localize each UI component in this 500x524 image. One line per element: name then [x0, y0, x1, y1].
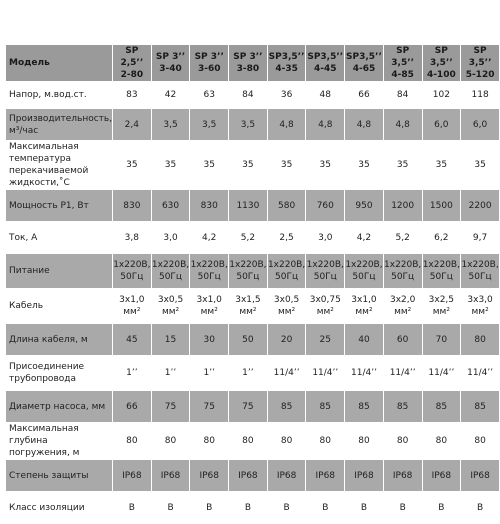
- spec-value: 25: [306, 324, 344, 355]
- spec-value: 35: [461, 141, 499, 189]
- pump-spec-table: [5, 44, 500, 524]
- spec-value: 1’’: [113, 356, 151, 390]
- spec-value: 48: [306, 82, 344, 108]
- spec-value: 2,5: [268, 222, 306, 253]
- spec-value: IP68: [268, 460, 306, 491]
- spec-value: 4,2: [190, 222, 228, 253]
- spec-label: Присоединение трубопровода: [6, 356, 112, 390]
- model-header: SP 3’’ 3-80: [229, 45, 267, 81]
- spec-value: B: [152, 492, 190, 523]
- spec-value: 118: [461, 82, 499, 108]
- spec-value: 3x1,5 мм²: [229, 289, 267, 323]
- spec-value: 1’’: [190, 356, 228, 390]
- spec-value: 1’’: [229, 356, 267, 390]
- spec-label: Кабель: [6, 289, 112, 323]
- spec-value: IP68: [423, 460, 461, 491]
- spec-value: 1130: [229, 190, 267, 221]
- spec-value: 85: [306, 391, 344, 422]
- spec-value: 3x0,5 мм²: [152, 289, 190, 323]
- spec-value: 830: [113, 190, 151, 221]
- spec-value: 75: [152, 391, 190, 422]
- spec-value: 20: [268, 324, 306, 355]
- spec-value: 42: [152, 82, 190, 108]
- spec-value: 950: [345, 190, 383, 221]
- spec-value: 80: [384, 423, 422, 459]
- spec-value: 84: [229, 82, 267, 108]
- spec-value: 35: [113, 141, 151, 189]
- spec-value: 1x220В, 50Гц: [423, 254, 461, 288]
- spec-value: B: [268, 492, 306, 523]
- spec-row: [6, 141, 499, 189]
- spec-value: 35: [384, 141, 422, 189]
- spec-value: 3x1,0 мм²: [345, 289, 383, 323]
- spec-value: 3x2,5 мм²: [423, 289, 461, 323]
- spec-value: 80: [461, 324, 499, 355]
- spec-value: 9,7: [461, 222, 499, 253]
- spec-value: 2200: [461, 190, 499, 221]
- spec-value: IP68: [113, 460, 151, 491]
- spec-value: 6,0: [461, 109, 499, 140]
- spec-value: 15: [152, 324, 190, 355]
- spec-value: 35: [229, 141, 267, 189]
- spec-value: 3x1,0 мм²: [190, 289, 228, 323]
- header-row: [6, 45, 499, 81]
- spec-row: [6, 391, 499, 422]
- spec-label: Длина кабеля, м: [6, 324, 112, 355]
- model-header: SP3,5’’ 4-35: [268, 45, 306, 81]
- spec-value: 84: [384, 82, 422, 108]
- spec-value: 6,2: [423, 222, 461, 253]
- spec-row: [6, 254, 499, 288]
- spec-value: B: [461, 492, 499, 523]
- model-header: SP 3,5’’ 5-120: [461, 45, 499, 81]
- spec-value: 4,8: [306, 109, 344, 140]
- spec-value: B: [190, 492, 228, 523]
- spec-value: IP68: [461, 460, 499, 491]
- spec-value: 1200: [384, 190, 422, 221]
- spec-value: IP68: [384, 460, 422, 491]
- spec-value: 5,2: [384, 222, 422, 253]
- spec-value: 102: [423, 82, 461, 108]
- spec-value: B: [345, 492, 383, 523]
- spec-value: 6,0: [423, 109, 461, 140]
- spec-value: IP68: [306, 460, 344, 491]
- spec-value: 1x220В, 50Гц: [152, 254, 190, 288]
- spec-value: B: [113, 492, 151, 523]
- spec-value: 80: [345, 423, 383, 459]
- spec-value: 3,5: [190, 109, 228, 140]
- spec-label: Максимальная температура перекачиваемой жидкости,˚С: [6, 141, 112, 189]
- spec-value: 5,2: [229, 222, 267, 253]
- spec-value: 3,5: [229, 109, 267, 140]
- spec-value: 80: [423, 423, 461, 459]
- spec-value: 1x220В, 50Гц: [461, 254, 499, 288]
- spec-value: 1x220В, 50Гц: [268, 254, 306, 288]
- spec-label: Ток, А: [6, 222, 112, 253]
- spec-label: Производительность, м³/час: [6, 109, 112, 140]
- spec-value: 4,8: [384, 109, 422, 140]
- spec-value: 70: [423, 324, 461, 355]
- spec-value: IP68: [152, 460, 190, 491]
- model-header: SP3,5’’ 4-45: [306, 45, 344, 81]
- spec-value: 4,8: [345, 109, 383, 140]
- spec-row: [6, 460, 499, 491]
- spec-value: 75: [229, 391, 267, 422]
- spec-label: Максимальная глубина погружения, м: [6, 423, 112, 459]
- spec-value: 80: [461, 423, 499, 459]
- spec-value: 1x220В, 50Гц: [113, 254, 151, 288]
- spec-value: 35: [306, 141, 344, 189]
- spec-value: 66: [113, 391, 151, 422]
- spec-value: 11/4’’: [423, 356, 461, 390]
- spec-value: IP68: [229, 460, 267, 491]
- spec-value: 63: [190, 82, 228, 108]
- spec-value: 83: [113, 82, 151, 108]
- spec-value: 60: [384, 324, 422, 355]
- spec-value: 85: [268, 391, 306, 422]
- spec-value: 1x220В, 50Гц: [345, 254, 383, 288]
- spec-value: B: [229, 492, 267, 523]
- spec-value: 35: [190, 141, 228, 189]
- spec-value: 830: [190, 190, 228, 221]
- spec-label: Класс изоляции: [6, 492, 112, 523]
- spec-label: Питание: [6, 254, 112, 288]
- spec-row: [6, 423, 499, 459]
- spec-body: [6, 82, 499, 523]
- spec-row: [6, 324, 499, 355]
- spec-value: 1x220В, 50Гц: [190, 254, 228, 288]
- spec-value: 11/4’’: [345, 356, 383, 390]
- spec-value: 36: [268, 82, 306, 108]
- spec-value: 3,8: [113, 222, 151, 253]
- spec-value: 4,8: [268, 109, 306, 140]
- spec-value: 3,0: [152, 222, 190, 253]
- header-label: Модель: [6, 45, 112, 81]
- spec-value: 1x220В, 50Гц: [384, 254, 422, 288]
- spec-value: 3x1,0 мм²: [113, 289, 151, 323]
- spec-value: 50: [229, 324, 267, 355]
- spec-value: B: [384, 492, 422, 523]
- spec-row: [6, 356, 499, 390]
- spec-value: 85: [461, 391, 499, 422]
- spec-label: Мощность P1, Вт: [6, 190, 112, 221]
- spec-value: 35: [268, 141, 306, 189]
- spec-value: 11/4’’: [461, 356, 499, 390]
- spec-value: 1500: [423, 190, 461, 221]
- model-header: SP 3,5’’ 4-85: [384, 45, 422, 81]
- model-header: SP 2,5’’ 2-80: [113, 45, 151, 81]
- spec-value: 80: [113, 423, 151, 459]
- spec-value: 11/4’’: [306, 356, 344, 390]
- spec-value: 11/4’’: [384, 356, 422, 390]
- spec-value: IP68: [345, 460, 383, 491]
- spec-value: 1’’: [152, 356, 190, 390]
- spec-value: 75: [190, 391, 228, 422]
- spec-value: 580: [268, 190, 306, 221]
- spec-table-container: [5, 44, 500, 524]
- spec-value: 630: [152, 190, 190, 221]
- spec-value: 2,4: [113, 109, 151, 140]
- spec-value: 85: [345, 391, 383, 422]
- spec-value: 3x2,0 мм²: [384, 289, 422, 323]
- model-header: SP 3’’ 3-40: [152, 45, 190, 81]
- spec-value: 3x0,75 мм²: [306, 289, 344, 323]
- spec-value: 80: [268, 423, 306, 459]
- spec-value: 30: [190, 324, 228, 355]
- spec-value: IP68: [190, 460, 228, 491]
- spec-value: 40: [345, 324, 383, 355]
- spec-value: 80: [229, 423, 267, 459]
- model-header: SP 3’’ 3-60: [190, 45, 228, 81]
- model-header: SP3,5’’ 4-65: [345, 45, 383, 81]
- spec-row: [6, 109, 499, 140]
- spec-label: Диаметр насоса, мм: [6, 391, 112, 422]
- spec-value: 1x220В, 50Гц: [229, 254, 267, 288]
- spec-row: [6, 289, 499, 323]
- spec-value: 80: [306, 423, 344, 459]
- spec-value: 80: [190, 423, 228, 459]
- spec-value: 4,2: [345, 222, 383, 253]
- spec-value: 11/4’’: [268, 356, 306, 390]
- spec-value: 3,5: [152, 109, 190, 140]
- spec-value: 760: [306, 190, 344, 221]
- spec-value: 35: [152, 141, 190, 189]
- spec-value: 3x0,5 мм²: [268, 289, 306, 323]
- spec-row: [6, 492, 499, 523]
- spec-value: 85: [384, 391, 422, 422]
- spec-value: 66: [345, 82, 383, 108]
- spec-value: 35: [423, 141, 461, 189]
- spec-label: Напор, м.вод.ст.: [6, 82, 112, 108]
- spec-value: 1x220В, 50Гц: [306, 254, 344, 288]
- spec-label: Степень защиты: [6, 460, 112, 491]
- spec-row: [6, 82, 499, 108]
- spec-value: 35: [345, 141, 383, 189]
- spec-row: [6, 190, 499, 221]
- model-header: SP 3,5’’ 4-100: [423, 45, 461, 81]
- spec-value: 80: [152, 423, 190, 459]
- spec-row: [6, 222, 499, 253]
- spec-value: 45: [113, 324, 151, 355]
- spec-value: B: [423, 492, 461, 523]
- spec-value: 3x3,0 мм²: [461, 289, 499, 323]
- spec-value: B: [306, 492, 344, 523]
- spec-value: 3,0: [306, 222, 344, 253]
- spec-value: 85: [423, 391, 461, 422]
